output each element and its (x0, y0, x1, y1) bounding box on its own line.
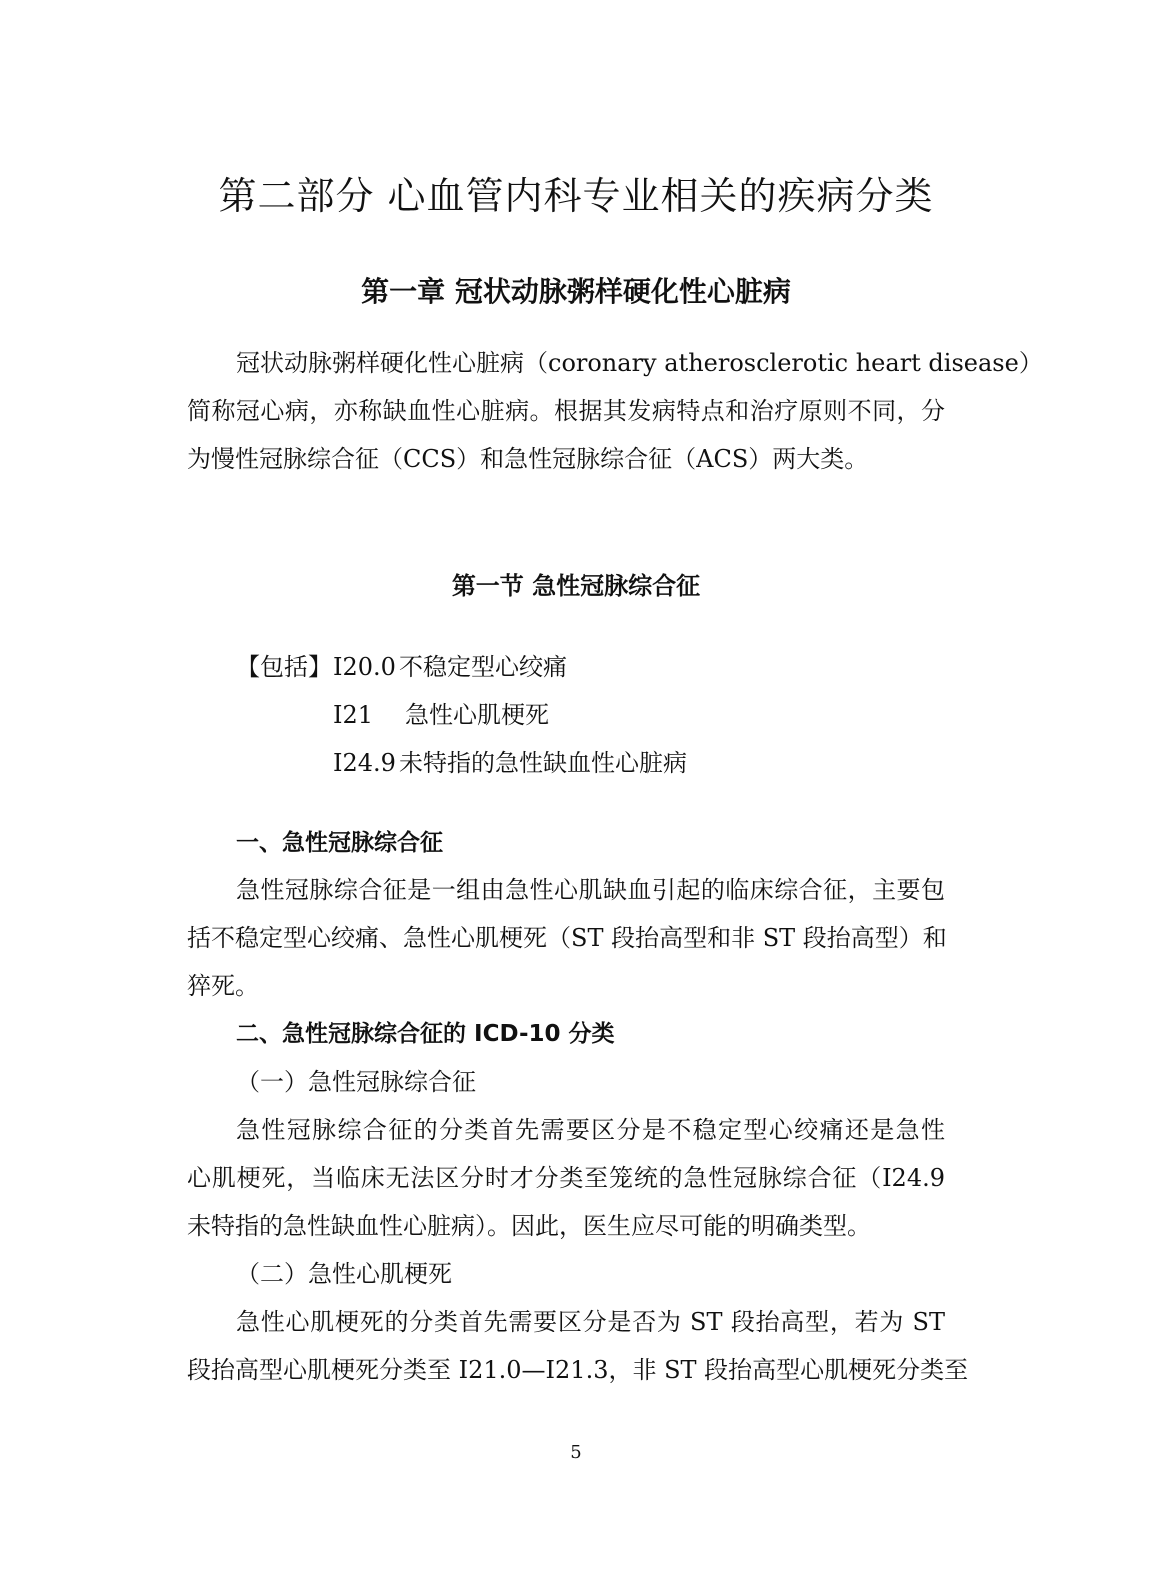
para3-line-2: 段抬高型心肌梗死分类至 I21.0—I21.3，非 ST 段抬高型心肌梗死分类至 (187, 1356, 969, 1384)
include-item-2 (333, 698, 549, 732)
include-desc: 未特指的急性缺血性心脏病 (399, 749, 687, 777)
intro-line-3: 为慢性冠脉综合征（CCS）和急性冠脉综合征（ACS）两大类。 (187, 445, 869, 473)
include-item-1 (333, 650, 567, 684)
part-title: 第二部分 心血管内科专业相关的疾病分类 (218, 174, 934, 218)
include-desc: 急性心肌梗死 (405, 701, 549, 729)
include-code: I20.0 (333, 653, 396, 681)
include-desc: 不稳定型心绞痛 (399, 653, 567, 681)
para1-line-1: 急性冠脉综合征是一组由急性心肌缺血引起的临床综合征，主要包 (236, 876, 945, 904)
heading-1: 一、急性冠脉综合征 (236, 830, 443, 856)
chapter-title: 第一章 冠状动脉粥样硬化性心脏病 (361, 275, 791, 308)
para3-line-1: 急性心肌梗死的分类首先需要区分是否为 ST 段抬高型，若为 ST (236, 1308, 945, 1336)
para2-line-3: 未特指的急性缺血性心脏病）。因此，医生应尽可能的明确类型。 (187, 1212, 871, 1240)
intro-line-1: 冠状动脉粥样硬化性心脏病（coronary atherosclerotic heart disease） (236, 349, 1043, 377)
subheading-2: （二）急性心肌梗死 (236, 1260, 452, 1288)
include-code: I24.9 (333, 749, 396, 777)
section-title: 第一节 急性冠脉综合征 (451, 572, 701, 600)
para1-line-3: 猝死。 (187, 972, 259, 1000)
intro-line-2: 简称冠心病，亦称缺血性心脏病。根据其发病特点和治疗原则不同，分 (187, 397, 945, 425)
para2-line-2: 心肌梗死，当临床无法区分时才分类至笼统的急性冠脉综合征（I24.9 (187, 1164, 945, 1192)
para1-line-2: 括不稳定型心绞痛、急性心肌梗死（ST 段抬高型和非 ST 段抬高型）和 (187, 924, 947, 952)
includes-label: 【包括】 (236, 653, 332, 681)
subheading-1: （一）急性冠脉综合征 (236, 1068, 476, 1096)
heading-2: 二、急性冠脉综合征的 ICD-10 分类 (236, 1021, 615, 1047)
include-code: I21 (333, 701, 374, 729)
page-number: 5 (570, 1442, 582, 1463)
para2-line-1: 急性冠脉综合征的分类首先需要区分是不稳定型心绞痛还是急性 (236, 1116, 945, 1144)
include-item-3 (333, 746, 687, 780)
